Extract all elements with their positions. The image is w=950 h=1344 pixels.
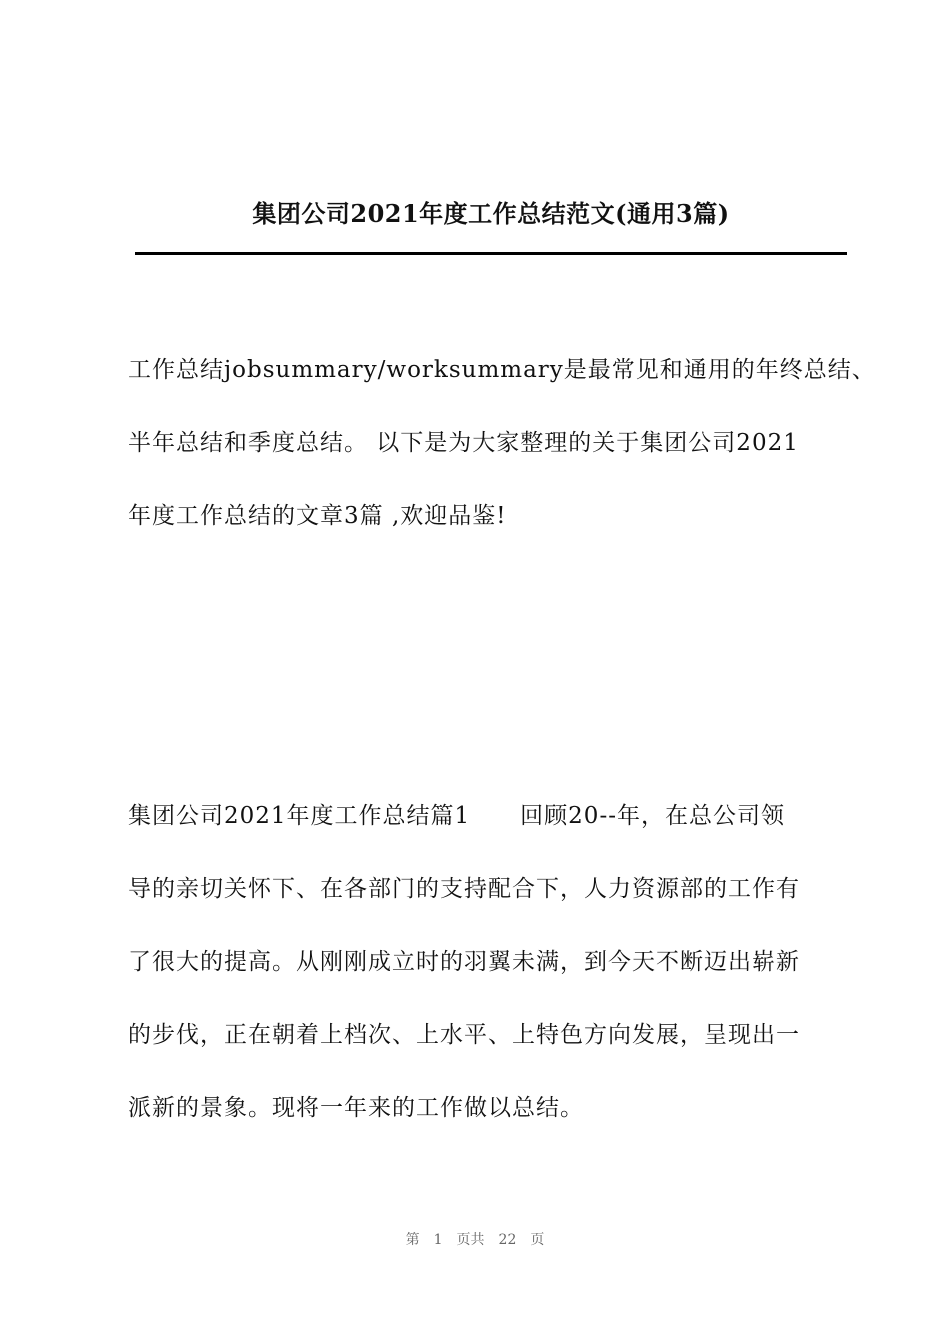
page-footer — [0, 1228, 950, 1252]
section-heading: 集团公司2021年度工作总结篇1 — [128, 803, 471, 829]
intro-line: 半年总结和季度总结。 以下是为大家整理的关于集团公司2021 — [128, 430, 799, 456]
page-number: 1 — [433, 1232, 443, 1248]
page-mid: 页共 — [456, 1232, 485, 1248]
section-line: 了很大的提高。从刚刚成立时的羽翼未满，到今天不断迈出崭新 — [128, 949, 800, 975]
section-first-line — [128, 780, 844, 853]
section-line: 派新的景象。现将一年来的工作做以总结。 — [128, 1095, 584, 1121]
page-suffix: 页 — [530, 1232, 545, 1248]
section-line: 导的亲切关怀下、在各部门的支持配合下，人力资源部的工作有 — [128, 876, 800, 902]
total-pages: 22 — [498, 1232, 517, 1248]
title-underline — [135, 252, 847, 255]
intro-line: 工作总结jobsummary/worksummary是最常见和通用的年终总结、 — [128, 357, 876, 383]
page-prefix: 第 — [405, 1232, 420, 1248]
section-1-paragraph — [128, 780, 844, 1145]
intro-paragraph — [128, 334, 876, 553]
section-line: 的步伐，正在朝着上档次、上水平、上特色方向发展，呈现出一 — [128, 1022, 800, 1048]
document-title: 集团公司2021年度工作总结范文(通用3篇) — [252, 199, 730, 228]
section-line: 回顾20--年，在总公司领 — [520, 803, 785, 829]
intro-line: 年度工作总结的文章3篇 ,欢迎品鉴! — [128, 503, 507, 529]
